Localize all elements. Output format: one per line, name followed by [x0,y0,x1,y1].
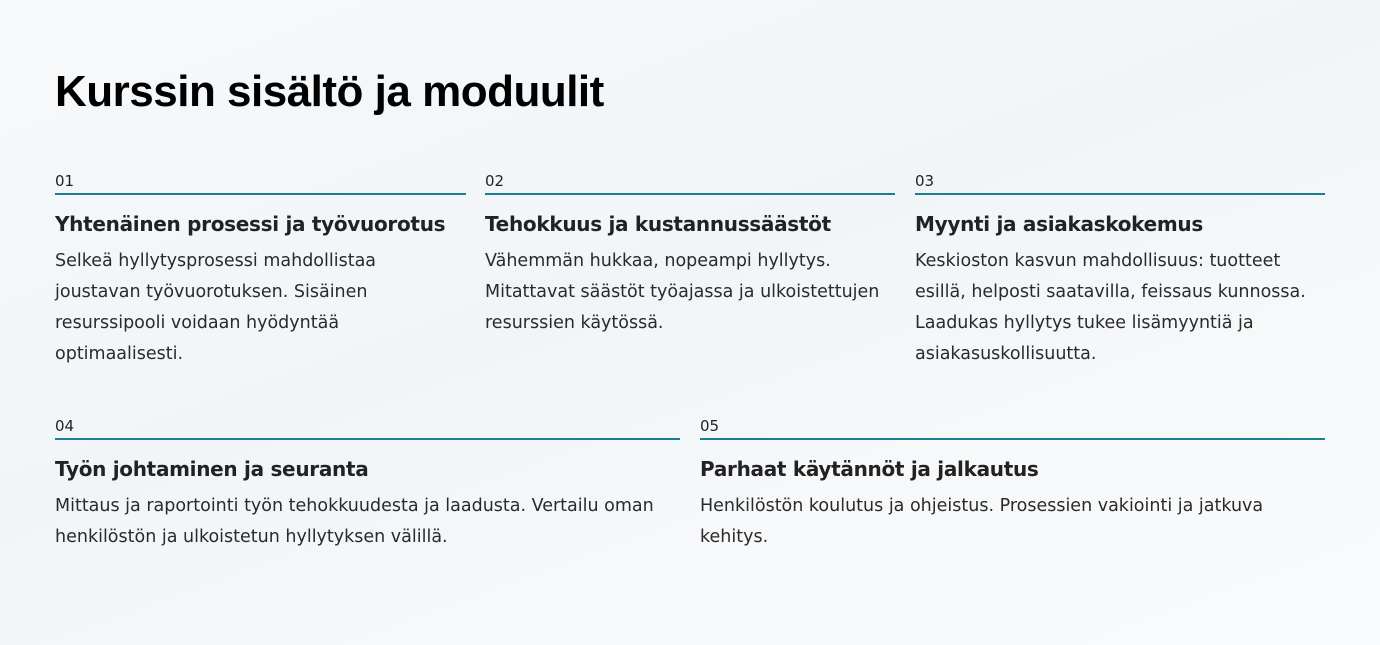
module-description: Selkeä hyllytysprosessi mahdollistaa joustavan työvuorotuksen. Sisäinen resurssipooli voidaan hyödyntää optimaalisesti. [55,251,377,364]
module-card-01 [55,171,466,370]
module-number: 02 [485,171,895,195]
module-description: Henkilöstön koulutus ja ohjeistus. Prosessien vakiointi ja jatkuva kehitys. [700,496,1264,547]
module-number: 04 [55,416,680,440]
module-card-02 [485,171,895,339]
module-description: Vähemmän hukkaa, nopeampi hyllytys. Mitattavat säästöt työajassa ja ulkoistettujen resurssien käytössä. [485,251,880,333]
module-title: Yhtenäinen prosessi ja työvuorotus [55,212,446,236]
module-card-04 [55,416,680,553]
module-card-03 [915,171,1325,370]
module-title: Työn johtaminen ja seuranta [55,457,369,481]
page-title: Kurssin sisältö ja moduulit [55,67,604,116]
module-description: Keskioston kasvun mahdollisuus: tuotteet esillä, helposti saatavilla, feissaus kunnossa. Laadukas hyllytys tukee lisämyyntiä ja asiakasuskollisuutta. [915,251,1306,364]
module-title: Myynti ja asiakaskokemus [915,212,1203,236]
module-title: Parhaat käytännöt ja jalkautus [700,457,1039,481]
module-number: 03 [915,171,1325,195]
module-number: 05 [700,416,1325,440]
module-number: 01 [55,171,466,195]
module-card-05 [700,416,1325,553]
module-title: Tehokkuus ja kustannussäästöt [485,212,831,236]
module-description: Mittaus ja raportointi työn tehokkuudesta ja laadusta. Vertailu oman henkilöstön ja ulkoistetun hyllytyksen välillä. [55,496,654,547]
